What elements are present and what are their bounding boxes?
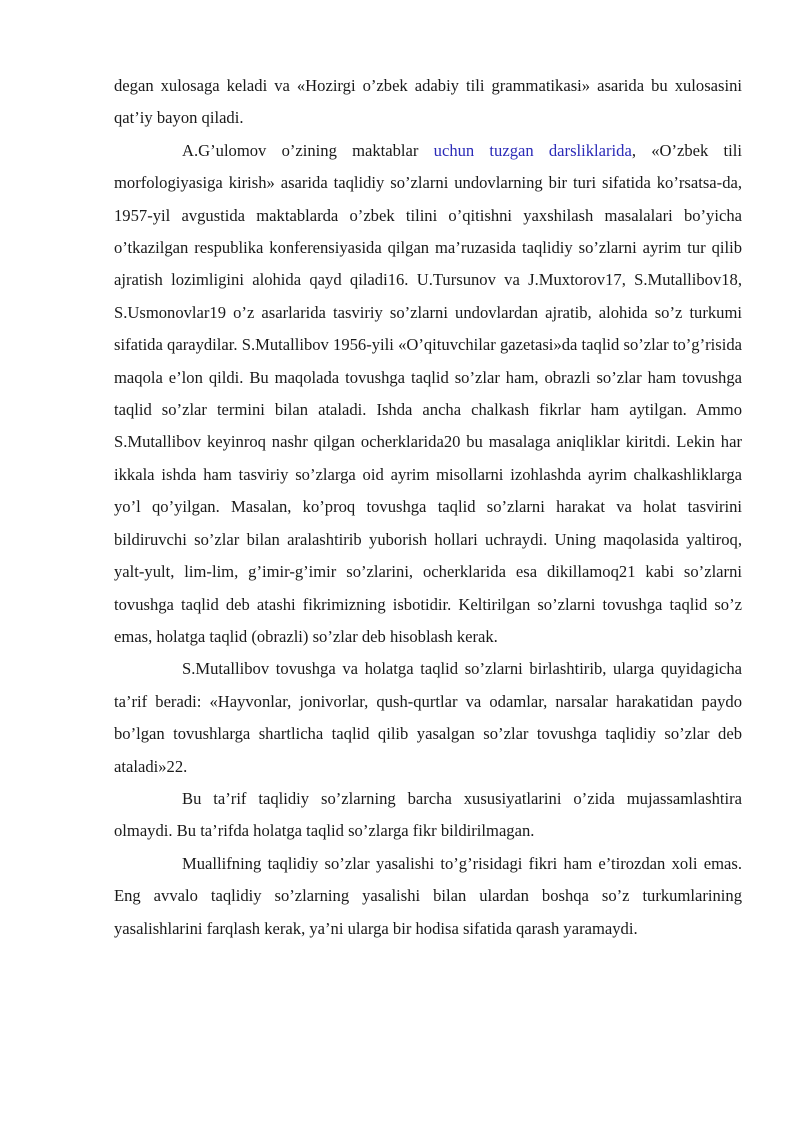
paragraph-2-text-end: , «O’zbek tili morfologiyasiga kirish» asarida taqlidiy so’zlarni undovlarning bir turi sifatida ko’rsatsa-da, 1957-yil avgustida maktablarda o’zbek tilini o’qitishni yaxshilash masalalari bo’yicha o’tkazilgan respublika konferensiyasida qilgan ma’ruzasida taqlidiy so’zlarni ayrim tur qilib ajratish lozimligini alohida qayd qiladi16. U.Tursunov va J.Muxtorov17, S.Mutallibov18, S.Usmonovlar19 o’z asarlarida tasviriy so’zlarni undovlardan ajratib, alohida so’z turkumi sifatida qaraydilar. S.Mutallibov 1956-yili «O’qituvchilar gazetasi»da taqlid so’zlar to’g’risida maqola e’lon qildi. Bu maqolada tovushga taqlid so’zlar ham, obrazli so’zlar ham tovushga taqlid so’zlar termini bilan ataladi. Ishda ancha chalkash fikrlar ham aytilgan. Ammo S.Mutallibov keyinroq nashr qilgan ocherklarida20 bu masalaga aniqliklar kiritdi. Lekin har ikkala ishda ham tasviriy so’zlarga oid ayrim misollarni izohlashda ayrim chalkashliklarga yo’l qo’yilgan. Masalan, ko’proq tovushga taqlid so’zlarni harakat va holat tasvirini bildiruvchi so’zlar bilan aralashtirib yuborish hollari uchraydi. Uning maqolasida yaltiroq, yalt-yult, lim-lim, g’imir-g’imir so’zlarini, ocherklarida esa dikillamoq21 kabi so’zlarni tovushga taqlid deb atashi fikrimizning isbotidir. Keltirilgan so’zlarni tovushga taqlid so’z emas, holatga taqlid (obrazli) so’zlar deb hisoblash kerak. — [114, 140, 742, 646]
paragraph-1: degan xulosaga keladi va «Hozirgi o’zbek adabiy tili grammatikasi» asarida bu xulosasini qat’iy bayon qiladi. — [114, 76, 742, 128]
paragraph-2-text-start: A.G’ulomov o’zining maktablar — [182, 140, 434, 160]
paragraph-4: Bu ta’rif taqlidiy so’zlarning barcha xususiyatlarini o’zida mujassamlashtira olmaydi. Bu ta’rifda holatga taqlid so’zlarga fikr bildirilmagan. — [114, 788, 742, 841]
paragraph-2 — [114, 135, 742, 654]
darsliklar-link[interactable]: uchun tuzgan darsliklarida — [433, 140, 632, 160]
document-page — [114, 70, 742, 945]
paragraph-5: Muallifning taqlidiy so’zlar yasalishi to’g’risidagi fikri ham e’tirozdan xoli emas. Eng avvalo taqlidiy so’zlarning yasalishi bilan ulardan boshqa so’z turkumlarining yasalishlarini farqlash kerak, ya’ni ularga bir hodisa sifatida qarash yaramaydi. — [114, 853, 742, 938]
paragraph-3: S.Mutallibov tovushga va holatga taqlid so’zlarni birlashtirib, ularga quyidagicha ta’rif beradi: «Hayvonlar, jonivorlar, qush-qurtlar va odamlar, narsalar harakatidan paydo bo’lgan tovushlarga shartlicha taqlid qilib yasalgan so’zlar tovushga taqlidiy so’zlar deb ataladi»22. — [114, 659, 742, 776]
